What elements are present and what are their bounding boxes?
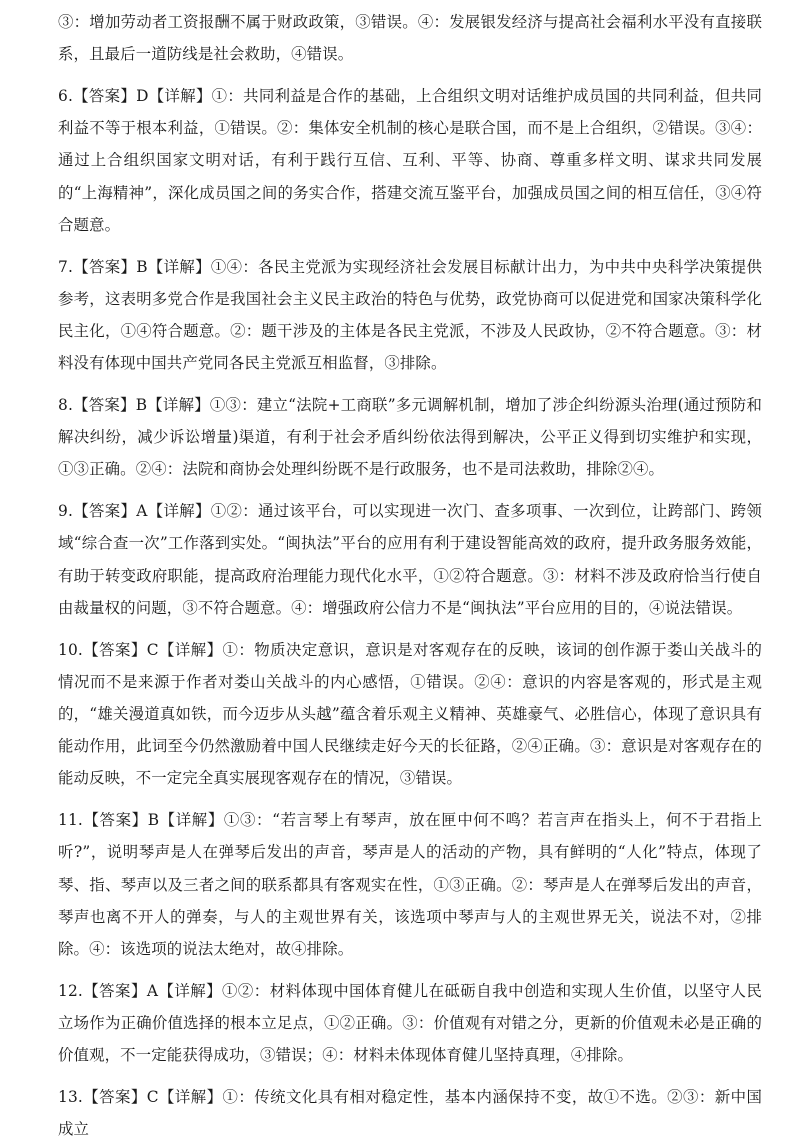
q11-explanation: 11.【答案】B【详解】①③：“若言琴上有琴声，放在匣中何不鸣？若言声在指头上，何不于君指上听?”，说明琴声是人在弹琴后发出的声音，琴声是人的活动的产物，具有鲜明的“人化”特点，体现了琴、指、琴声以及三者之间的联系都具有客观实在性，①③正确。②：琴声是人在弹琴后发出的声音，琴声也离不开人的弹奏，与人的主观世界有关，该选项中琴声与人的主观世界无关，说法不对，②排除。④：该选项的说法太绝对，故④排除。 [58,811,762,959]
q9-explanation: 9.【答案】A【详解】①②：通过该平台，可以实现进一次门、查多项事、一次到位，让跨部门、跨领域“综合查一次”工作落到实处。“闽执法”平台的应用有利于建设智能高效的政府，提升政务服务效能，有助于转变政府职能，提高政府治理能力现代化水平，①②符合题意。③：材料不涉及政府恰当行使自由裁量权的问题，③不符合题意。④：增强政府公信力不是“闽执法”平台应用的目的，④说法错误。 [58,502,762,617]
q10-explanation: 10.【答案】C【详解】①：物质决定意识，意识是对客观存在的反映，该词的创作源于娄山关战斗的情况而不是来源于作者对娄山关战斗的内心感悟，①错误。②④：意识的内容是客观的，形式是主观的，“雄关漫道真如铁，而今迈步从头越”蕴含着乐观主义精神、英雄豪气、必胜信心，体现了意识具有能动作用，此词至今仍然激励着中国人民继续走好今天的长征路，②④正确。③：意识是对客观存在的能动反映，不一定完全真实展现客观存在的情况，③错误。 [58,640,762,788]
q6-explanation: 6.【答案】D【详解】①：共同利益是合作的基础，上合组织文明对话维护成员国的共同利益，但共同利益不等于根本利益，①错误。②：集体安全机制的核心是联合国，而不是上合组织，②错误。③④：通过上合组织国家文明对话，有利于践行互信、互利、平等、协商、尊重多样文明、谋求共同发展的“上海精神”，深化成员国之间的务实合作，搭建交流互鉴平台，加强成员国之间的相互信任，③④符合题意。 [58,87,762,234]
q13-explanation: 13.【答案】C【详解】①：传统文化具有相对稳定性，基本内涵保持不变，故①不选。②③：新中国成立 [58,1088,762,1139]
q12-explanation: 12.【答案】A【详解】①②：材料体现中国体育健儿在砥砺自我中创造和实现人生价值，以坚守人民立场作为正确价值选择的根本立足点，①②正确。③：价值观有对错之分，更新的价值观未必是正确的价值观，不一定能获得成功，③错误；④：材料未体现体育健儿坚持真理，④排除。 [58,981,762,1065]
q5-explanation-continued: ③：增加劳动者工资报酬不属于财政政策，③错误。④：发展银发经济与提高社会福利水平没有直接联系，且最后一道防线是社会救助，④错误。 [58,13,762,64]
q8-explanation: 8.【答案】B【详解】①③：建立“法院+工商联”多元调解机制，增加了涉企纠纷源头治理(通过预防和解决纠纷，减少诉讼增量)渠道，有利于社会矛盾纠纷依法得到解决，公平正义得到切实维护和实现，①③正确。②④：法院和商协会处理纠纷既不是行政服务，也不是司法救助，排除②④。 [58,396,762,479]
q7-explanation: 7.【答案】B【详解】①④：各民主党派为实现经济社会发展目标献计出力，为中共中央科学决策提供参考，这表明多党合作是我国社会主义民主政治的特色与优势，政党协商可以促进党和国家决策科学化民主化，①④符合题意。②：题干涉及的主体是各民主党派，不涉及人民政协，②不符合题意。③：材料没有体现中国共产党同各民主党派互相监督，③排除。 [58,257,762,373]
